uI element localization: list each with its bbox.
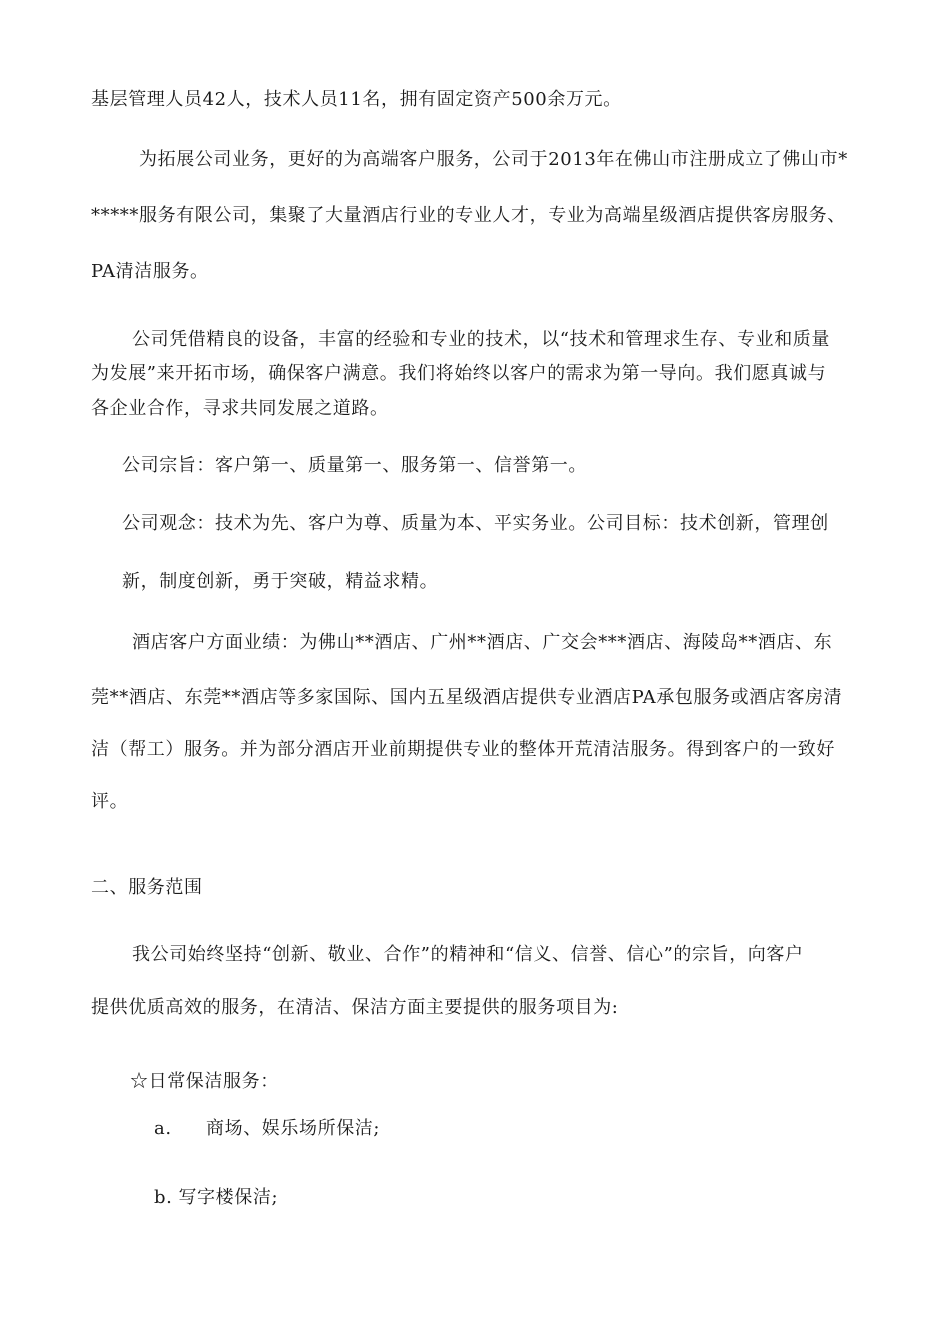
list-marker: a. bbox=[154, 1118, 172, 1139]
paragraph-line: 各企业合作，寻求共同发展之道路。 bbox=[91, 398, 389, 419]
paragraph-line: 基层管理人员42人，技术人员11名，拥有固定资产500余万元。 bbox=[91, 89, 622, 110]
paragraph-line: 新，制度创新，勇于突破，精益求精。 bbox=[122, 571, 439, 592]
paragraph-line: 洁（帮工）服务。并为部分酒店开业前期提供专业的整体开荒清洁服务。得到客户的一致好 bbox=[91, 739, 835, 760]
paragraph-line: 酒店客户方面业绩：为佛山**酒店、广州**酒店、广交会***酒店、海陵岛**酒店、东 bbox=[132, 632, 833, 653]
list-item-text: 写字楼保洁; bbox=[178, 1187, 279, 1208]
paragraph-line: PA清洁服务。 bbox=[91, 261, 209, 282]
list-marker: b. bbox=[154, 1187, 173, 1208]
paragraph-line: 公司凭借精良的设备，丰富的经验和专业的技术，以“技术和管理求生存、专业和质量 bbox=[132, 329, 830, 350]
paragraph-line: 莞**酒店、东莞**酒店等多家国际、国内五星级酒店提供专业酒店PA承包服务或酒店客房清 bbox=[91, 687, 843, 708]
list-item bbox=[154, 1117, 380, 1141]
paragraph-line: 公司观念：技术为先、客户为尊、质量为本、平实务业。公司目标：技术创新，管理创 bbox=[122, 513, 829, 534]
paragraph-line: 为发展”来开拓市场，确保客户满意。我们将始终以客户的需求为第一导向。我们愿真诚与 bbox=[91, 363, 827, 384]
paragraph-line: 提供优质高效的服务，在清洁、保洁方面主要提供的服务项目为: bbox=[91, 997, 619, 1018]
paragraph-line: *****服务有限公司，集聚了大量酒店行业的专业人才，专业为高端星级酒店提供客房服务、 bbox=[91, 205, 846, 226]
paragraph-line: 为拓展公司业务，更好的为高端客户服务，公司于2013年在佛山市注册成立了佛山市* bbox=[139, 149, 848, 170]
paragraph-line: 公司宗旨：客户第一、质量第一、服务第一、信誉第一。 bbox=[122, 455, 587, 476]
section-heading: 二、服务范围 bbox=[91, 877, 203, 898]
list-item-text: 商场、娱乐场所保洁; bbox=[206, 1118, 381, 1139]
subsection-heading: ☆日常保洁服务： bbox=[130, 1071, 279, 1092]
paragraph-line: 评。 bbox=[91, 791, 129, 812]
list-item bbox=[154, 1186, 278, 1210]
paragraph-line: 我公司始终坚持“创新、敬业、合作”的精神和“信义、信誉、信心”的宗旨，向客户 bbox=[132, 944, 804, 965]
